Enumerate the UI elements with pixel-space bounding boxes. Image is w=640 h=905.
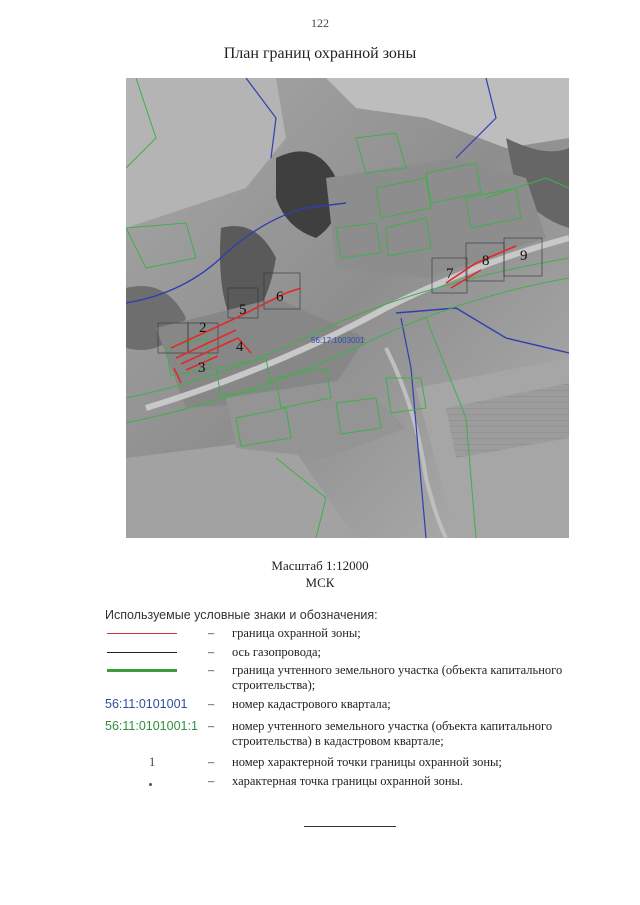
quarter-number-symbol: 56:11:0101001 bbox=[105, 697, 188, 711]
point-label-8: 8 bbox=[482, 253, 490, 269]
page-number: 122 bbox=[311, 16, 329, 30]
legend-description: граница учтенного земельного участка (объекта капитального строительства); bbox=[232, 663, 563, 692]
point-label-7: 7 bbox=[446, 266, 454, 282]
point-label-4: 4 bbox=[236, 339, 244, 355]
signature-line bbox=[304, 826, 396, 827]
point-label-3: 3 bbox=[198, 360, 206, 376]
black-line-symbol bbox=[107, 652, 177, 653]
legend-title: Используемые условные знаки и обозначения: bbox=[105, 608, 378, 622]
point-label-2: 2 bbox=[199, 320, 207, 336]
legend-dash: – bbox=[208, 645, 215, 659]
legend-description: ось газопровода; bbox=[232, 645, 322, 659]
point-label-9: 9 bbox=[520, 248, 528, 264]
map-image[interactable] bbox=[126, 78, 569, 538]
legend-dash: – bbox=[208, 663, 215, 677]
legend-dash: – bbox=[208, 755, 215, 769]
map-canvas bbox=[126, 78, 569, 538]
legend-dash: – bbox=[208, 626, 215, 640]
legend-description: номер характерной точки границы охранной зоны; bbox=[232, 755, 502, 769]
plot-number-symbol: 56:11:0101001:1 bbox=[105, 719, 198, 733]
scale-text: Масштаб 1:12000 bbox=[271, 558, 369, 573]
green-line-symbol bbox=[107, 669, 177, 672]
legend-description: номер кадастрового квартала; bbox=[232, 697, 391, 711]
legend-description: граница охранной зоны; bbox=[232, 626, 361, 640]
legend-description: номер учтенного земельного участка (объекта капитального строительства) в кадастровом квартале; bbox=[232, 719, 553, 748]
point-dot-symbol bbox=[149, 783, 152, 786]
legend-dash: – bbox=[208, 697, 215, 711]
point-number-symbol: 1 bbox=[149, 755, 156, 769]
coordinate-system: МСК bbox=[305, 575, 335, 590]
scale-block bbox=[0, 557, 640, 591]
map-quarter-label: 56:17:1003001 bbox=[311, 336, 365, 345]
legend-dash: – bbox=[208, 719, 215, 733]
legend-description: характерная точка границы охранной зоны. bbox=[232, 774, 464, 788]
point-label-6: 6 bbox=[276, 289, 284, 305]
page-title: План границ охранной зоны bbox=[223, 45, 417, 62]
legend-dash: – bbox=[208, 774, 215, 788]
red-line-symbol bbox=[107, 633, 177, 634]
point-label-5: 5 bbox=[239, 302, 247, 318]
